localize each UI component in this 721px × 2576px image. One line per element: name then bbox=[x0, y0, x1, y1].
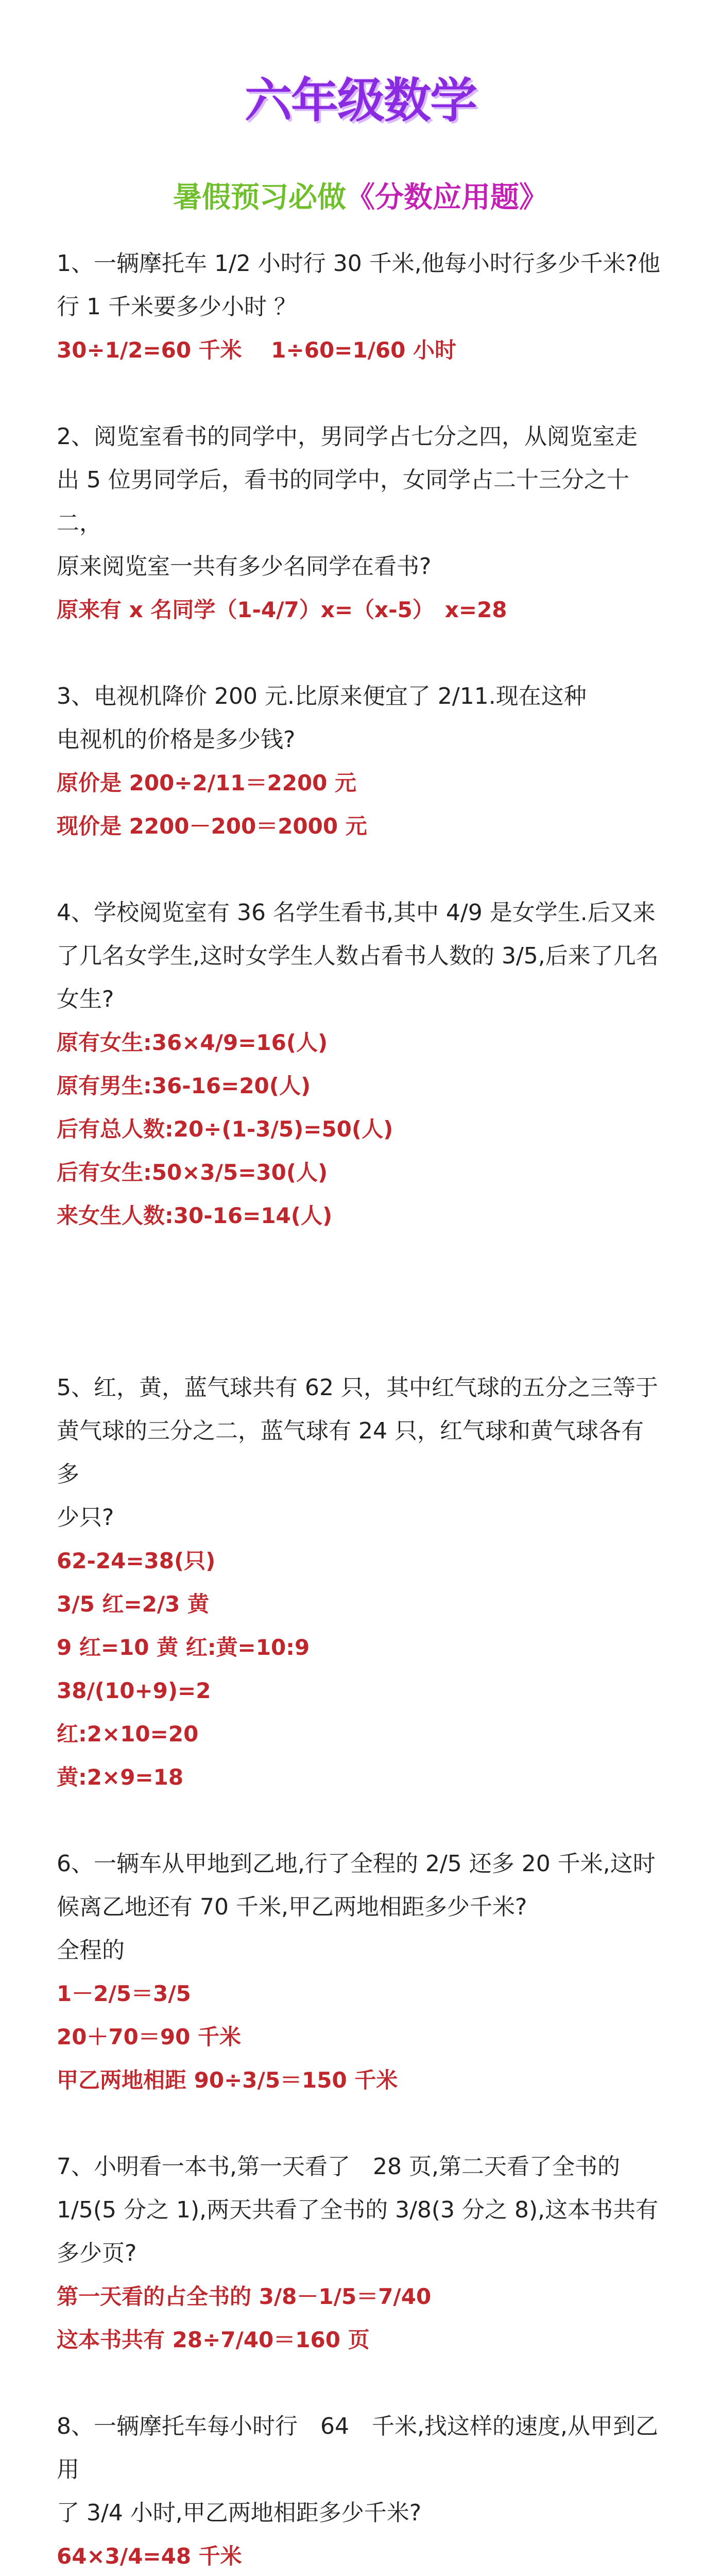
problem-2 bbox=[57, 415, 664, 632]
question-line: 了几名女学生,这时女学生人数占看书人数的 3/5,后来了几名 bbox=[57, 943, 659, 969]
problem-8 bbox=[57, 2405, 664, 2576]
problem-7 bbox=[57, 2145, 664, 2362]
answer-line: 黄:2×9=18 bbox=[57, 1765, 184, 1790]
question-line: 原来阅览室一共有多少名同学在看书? bbox=[57, 553, 432, 580]
problem-6 bbox=[57, 1842, 664, 2102]
answer-intro: 全程的 bbox=[57, 1937, 125, 1963]
problem-list bbox=[57, 242, 664, 2576]
question-line: 行 1 千米要多少小时 ？ bbox=[57, 294, 297, 320]
answer-line: 红:2×10=20 bbox=[57, 1721, 199, 1747]
subtitle-prefix: 暑假预习必做 bbox=[173, 181, 346, 214]
answer-line: 64×3/4=48 千米 bbox=[57, 2544, 242, 2569]
page-title: 六年级数学 bbox=[244, 73, 476, 128]
header-banner bbox=[57, 0, 664, 175]
question-line: 黄气球的三分之二，蓝气球有 24 只，红气球和黄气球各有多 bbox=[57, 1418, 644, 1487]
question-line: 1、一辆摩托车 1/2 小时行 30 千米,他每小时行多少千米?他 bbox=[57, 250, 661, 277]
question-line: 7、小明看一本书,第一天看了 28 页,第二天看了全书的 bbox=[57, 2154, 620, 2180]
answer-line: 原来有 x 名同学（1-4/7）x=（x-5） x=28 bbox=[57, 597, 507, 622]
question-line: 少只? bbox=[57, 1504, 114, 1531]
answer-line: 后有总人数:20÷(1-3/5)=50(人) bbox=[57, 1116, 393, 1142]
question-line: 2、阅览室看书的同学中，男同学占七分之四，从阅览室走 bbox=[57, 423, 638, 450]
answer-line: 30÷1/2=60 千米 1÷60=1/60 小时 bbox=[57, 337, 456, 363]
answer-line: 现价是 2200－200＝2000 元 bbox=[57, 814, 367, 839]
answer-line: 甲乙两地相距 90÷3/5＝150 千米 bbox=[57, 2067, 398, 2093]
answer-line: 38/(10+9)=2 bbox=[57, 1678, 211, 1703]
answer-line: 3/5 红=2/3 黄 bbox=[57, 1591, 210, 1617]
answer-line: 原有女生:36×4/9=16(人) bbox=[57, 1030, 328, 1055]
answer-line: 第一天看的占全书的 3/8－1/5＝7/40 bbox=[57, 2284, 432, 2309]
problem-5 bbox=[57, 1366, 664, 1799]
question-line: 6、一辆车从甲地到乙地,行了全程的 2/5 还多 20 千米,这时 bbox=[57, 1851, 656, 1877]
answer-line: 这本书共有 28÷7/40＝160 页 bbox=[57, 2327, 370, 2352]
question-line: 1/5(5 分之 1),两天共看了全书的 3/8(3 分之 8),这本书共有 bbox=[57, 2197, 659, 2223]
answer-line: 后有女生:50×3/5=30(人) bbox=[57, 1160, 328, 1185]
answer-line: 1－2/5＝3/5 bbox=[57, 1981, 191, 2006]
answer-line: 原价是 200÷2/11＝2200 元 bbox=[57, 770, 357, 795]
answer-line: 9 红=10 黄 红:黄=10:9 bbox=[57, 1635, 310, 1660]
question-line: 5、红，黄，蓝气球共有 62 只，其中红气球的五分之三等于 bbox=[57, 1375, 658, 1401]
question-line: 出 5 位男同学后，看书的同学中，女同学占二十三分之十二， bbox=[57, 467, 629, 536]
answer-line: 来女生人数:30-16=14(人) bbox=[57, 1203, 333, 1228]
problem-1 bbox=[57, 242, 664, 372]
subtitle-topic: 《分数应用题》 bbox=[346, 181, 548, 214]
answer-line: 原有男生:36-16=20(人) bbox=[57, 1073, 311, 1098]
answer-line: 20＋70＝90 千米 bbox=[57, 2024, 241, 2049]
problem-4 bbox=[57, 891, 664, 1238]
question-line: 4、学校阅览室有 36 名学生看书,其中 4/9 是女学生.后又来 bbox=[57, 900, 656, 926]
answer-line: 62-24=38(只) bbox=[57, 1548, 216, 1573]
question-line: 女生? bbox=[57, 986, 114, 1012]
question-line: 了 3/4 小时,甲乙两地相距多少千米? bbox=[57, 2500, 422, 2526]
question-line: 8、一辆摩托车每小时行 64 千米,找这样的速度,从甲到乙用 bbox=[57, 2413, 658, 2483]
question-line: 候离乙地还有 70 千米,甲乙两地相距多少千米? bbox=[57, 1894, 527, 1920]
question-line: 3、电视机降价 200 元.比原来便宜了 2/11.现在这种 bbox=[57, 683, 587, 709]
question-line: 多少页? bbox=[57, 2240, 137, 2266]
question-line: 电视机的价格是多少钱? bbox=[57, 726, 296, 753]
page-subtitle bbox=[0, 180, 721, 215]
problem-3 bbox=[57, 675, 664, 848]
